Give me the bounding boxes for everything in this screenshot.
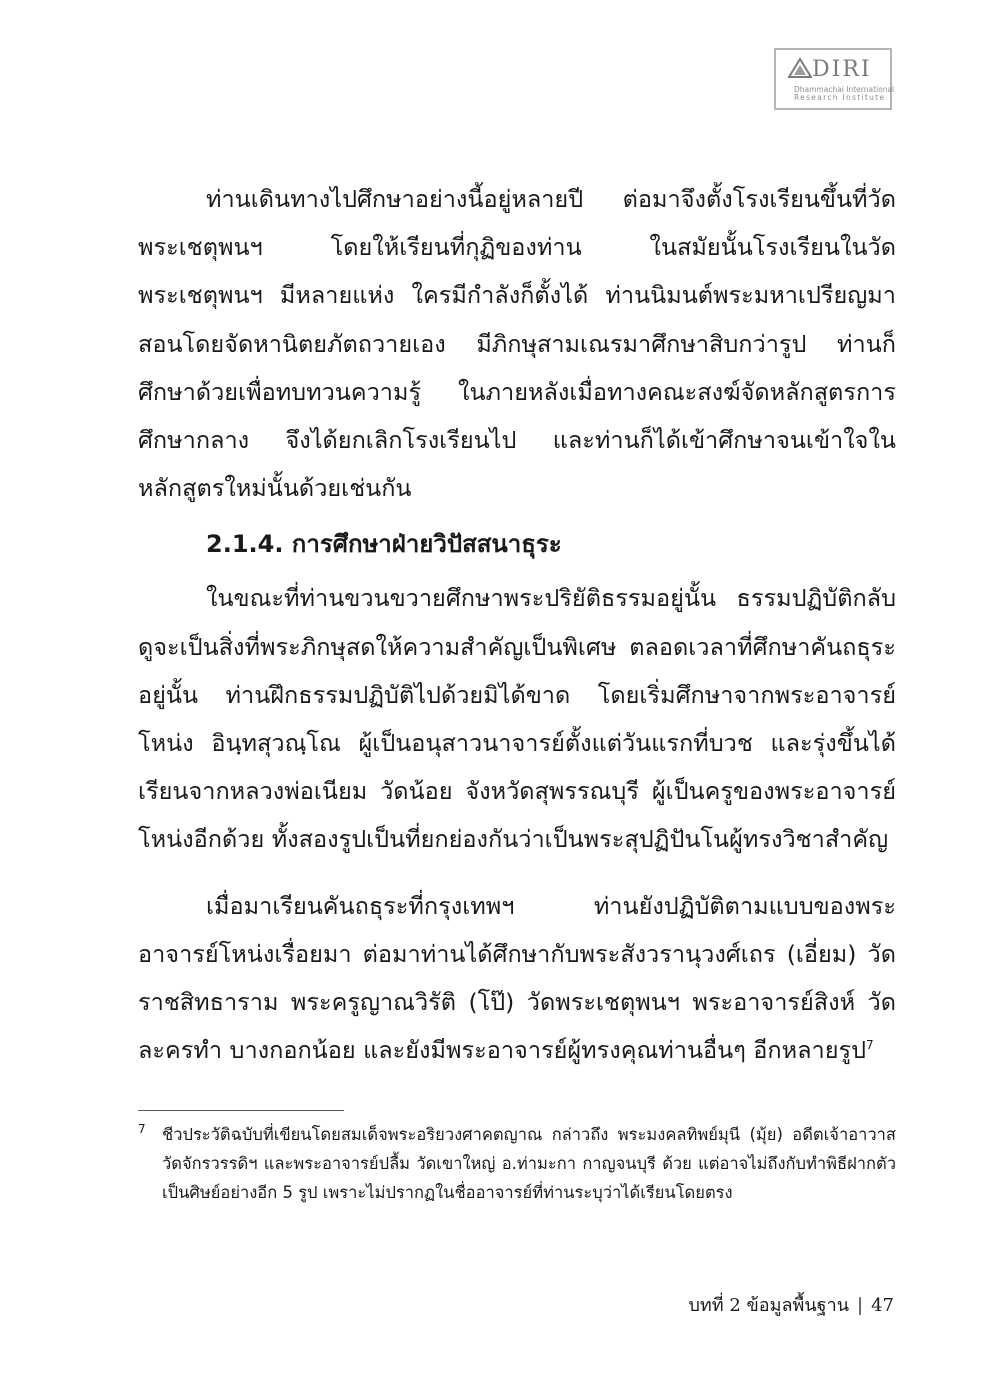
footnote	[138, 1120, 896, 1207]
page-footer	[688, 1290, 894, 1319]
paragraph-1: ท่านเดินทางไปศึกษาอย่างนี้อยู่หลายปี ต่อมาจึงตั้งโรงเรียนขึ้นที่วัดพระเชตุพนฯ โดยให้เรียนที่กุฏิของท่าน ในสมัยนั้นโรงเรียนในวัดพระเชตุพนฯ มีหลายแห่ง ใครมีกำลังก็ตั้งได้ ท่านนิมนต์พระมหาเปรียญมาสอนโดยจัดหานิตยภัตถวายเอง มีภิกษุสามเณรมาศึกษาสิบกว่ารูป ท่านก็ศึกษาด้วยเพื่อทบทวนความรู้ ในภายหลังเมื่อทางคณะสงฆ์จัดหลักสูตรการศึกษากลาง จึงได้ยกเลิกโรงเรียนไป และท่านก็ได้เข้าศึกษาจนเข้าใจในหลักสูตรใหม่นั้นด้วยเช่นกัน	[138, 185, 896, 503]
logo-subtitle-line1: Dhammachai International	[794, 85, 895, 94]
footnote-text: ชีวประวัติฉบับที่เขียนโดยสมเด็จพระอริยวงศาคตญาณ กล่าวถึง พระมงคลทิพย์มุนี (มุ้ย) อดีตเจ้าอาวาสวัดจักรวรรดิฯ และพระอาจารย์ปลื้ม วัดเขาใหญ่ อ.ท่ามะกา กาญจนบุรี ด้วย แต่อาจไม่ถึงกับทำพิธีฝากตัวเป็นศิษย์อย่างอีก 5 รูป เพราะไม่ปรากฏในชื่ออาจารย์ที่ท่านระบุว่าได้เรียนโดยตรง	[162, 1125, 896, 1202]
paragraph-2: ในขณะที่ท่านขวนขวายศึกษาพระปริยัติธรรมอยู่นั้น ธรรมปฏิบัติกลับดูจะเป็นสิ่งที่พระภิกษุสดให้ความสำคัญเป็นพิเศษ ตลอดเวลาที่ศึกษาคันถธุระอยู่นั้น ท่านฝึกธรรมปฏิบัติไปด้วยมิได้ขาด โดยเริ่มศึกษาจากพระอาจารย์โหน่ง อินฺทสุวณฺโณ ผู้เป็นอนุสาวนาจารย์ตั้งแต่วันแรกที่บวช และรุ่งขึ้นได้เรียนจากหลวงพ่อเนียม วัดน้อย จังหวัดสุพรรณบุรี ผู้เป็นครูของพระอาจารย์โหน่งอีกด้วย ทั้งสองรูปเป็นที่ยกย่องกันว่าเป็นพระสุปฏิปันโนผู้ทรงวิชาสำคัญ	[138, 584, 896, 854]
section-heading: 2.1.4. การศึกษาฝ่ายวิปัสสนาธุระ	[206, 530, 562, 559]
paragraph-3	[138, 882, 896, 1075]
page-number: 47	[871, 1295, 894, 1316]
body-text	[138, 175, 896, 1074]
triangle-logo-icon	[788, 58, 812, 78]
diri-logo	[774, 48, 895, 110]
footer-separator: |	[857, 1295, 864, 1316]
paragraph-3-text: เมื่อมาเรียนคันถธุระที่กรุงเทพฯ ท่านยังปฏิบัติตามแบบของพระอาจารย์โหน่งเรื่อยมา ต่อมาท่านได้ศึกษากับพระสังวรานุวงศ์เถร (เอี่ยม) วัดราชสิทธาราม พระครูญาณวิรัติ (โป๊) วัดพระเชตุพนฯ พระอาจารย์สิงห์ วัดละครทำ บางกอกน้อย และยังมีพระอาจารย์ผู้ทรงคุณท่านอื่นๆ อีกหลายรูป	[138, 891, 896, 1065]
footnote-ref[interactable]: 7	[866, 1038, 874, 1053]
chapter-title: บทที่ 2 ข้อมูลพื้นฐาน	[688, 1295, 850, 1316]
logo-wordmark: DIRI	[812, 57, 872, 82]
logo-subtitle-line2: Research Institute	[794, 93, 886, 102]
footnote-number: 7	[138, 1122, 146, 1136]
footnote-divider	[138, 1110, 344, 1111]
